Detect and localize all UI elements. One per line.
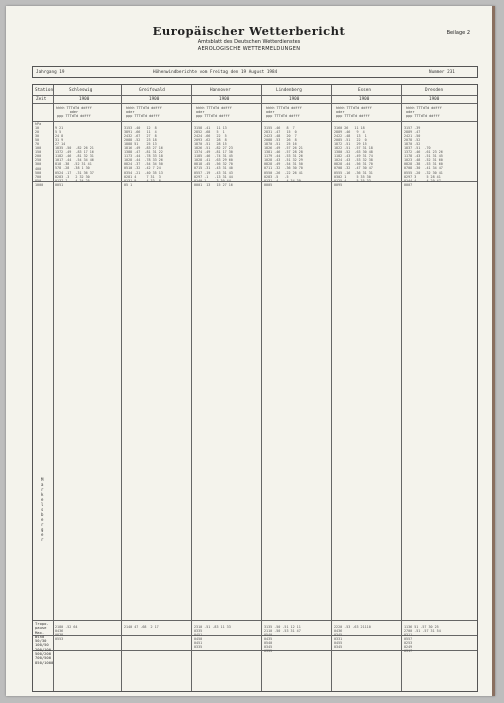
side-letter: r [41, 522, 44, 527]
table-cell: 0051 [55, 182, 64, 187]
column-subheader: hhhh TTTdTd ddfff oder ppp TTTdTd ddfff [336, 106, 372, 119]
table-cell: 0828 -44 -56 31 70 [334, 162, 373, 167]
table-cell: 1870 -51 28 15 [194, 142, 227, 147]
column-subheader: hhhh TTTdTd ddfff oder ppp TTTdTd ddfff [406, 106, 442, 119]
table-cell: 2093 -62 28 8 [194, 138, 227, 143]
table-cell: 1028 -41 -63 29 60 [194, 158, 233, 163]
column-divider [331, 85, 332, 691]
table-cell: 0140 1 3 30 44 [194, 178, 231, 183]
pressure-level: 50 [35, 138, 40, 143]
table-cell: 1178 -43 -51 31 45 [404, 154, 443, 159]
data-column-hannover [194, 126, 233, 187]
row-divider [33, 103, 477, 104]
section-title: AEROLOGISCHE WETTERMELDUNGEN [197, 46, 301, 52]
data-column-greifswald [124, 126, 163, 187]
table-cell: 9 21 [55, 126, 64, 130]
pressure-level: 250 [35, 158, 42, 163]
table-cell: 0828 -49 -54 31 50 [264, 162, 303, 167]
table-cell: 1835 -50 -82 26 21 [55, 146, 94, 151]
table-cell: 1816 -49 -83 27 16 [124, 146, 163, 151]
table-cell: 0249 [404, 645, 413, 650]
table-cell: 0297 -1 -13 31 44 [194, 174, 233, 179]
table-cell: 2078 -52 [404, 138, 421, 143]
table-cell: 0451 [194, 633, 203, 638]
table-cell: 0283 -5 -5 [264, 174, 289, 179]
table-cell: 0131 9 4 33 8 [124, 178, 161, 183]
aerological-table [32, 84, 478, 692]
table-cell: 2432 -67 27 8 [124, 134, 157, 139]
jahrgang-label: Jahrgang 19 [36, 69, 65, 75]
side-letter: e [41, 532, 44, 537]
table-cell: 0553 [55, 637, 64, 642]
table-cell: 0335 [194, 629, 203, 634]
obs-time: 1900 [289, 97, 300, 102]
bottom-column-dresden [404, 625, 441, 653]
column-divider [121, 85, 122, 691]
side-letter: a [41, 482, 44, 487]
table-cell: 1173 -44 -78 33 18 [124, 154, 163, 159]
page-title: Europäischer Wetterbericht [152, 24, 346, 38]
pressure-level: 20 [35, 130, 40, 135]
lower-row-label: Max. [35, 629, 45, 635]
table-cell: 818 -38 -52 31 41 [55, 162, 92, 167]
row-divider [33, 121, 477, 122]
table-cell: 0095 [334, 182, 343, 187]
pressure-level: 70 [35, 142, 40, 147]
table-cell: 0524 -17 -31 36 37 [55, 170, 94, 175]
station-name: Lindenberg [276, 88, 302, 93]
page-binding [492, 6, 495, 696]
table-cell: 0345 [334, 645, 343, 650]
table-cell: 0715 -31 -43 31 40 [194, 166, 233, 171]
table-cell: 1826 -49 -57 26 21 [264, 146, 303, 151]
side-label [41, 477, 43, 542]
table-cell: 0001 13 15 27 16 [194, 182, 233, 187]
lower-row-label: pause [35, 625, 47, 631]
table-cell: 0557 -19 -43 31 43 [194, 170, 233, 175]
table-cell: 0005 [264, 182, 273, 187]
column-divider [401, 85, 402, 691]
side-letter: M [41, 477, 44, 482]
table-cell: 0455 [334, 641, 343, 646]
newspaper-page [6, 6, 495, 696]
table-cell: 2831 -47 15 0 [264, 130, 297, 135]
table-cell: 2424 -66 22 5 [194, 134, 227, 139]
lower-row-label: 700/500 [35, 655, 52, 661]
lower-row-label: 850/1000 [35, 659, 54, 665]
table-cell: 1028 -43 -51 32 29 [264, 158, 303, 163]
table-cell: 1374 -49 -81 17 30 [194, 150, 233, 155]
table-cell: 1822 -51 -57 31 18 [334, 146, 373, 151]
side-letter: r [41, 537, 44, 542]
table-cell: 1870 -51 25 16 [264, 142, 297, 147]
table-cell: 1837 -51 -70 [404, 146, 431, 151]
pressure-level: 300 [35, 162, 42, 167]
pressure-level: 200 [35, 154, 42, 159]
column-subheader: hhhh TTTdTd ddfff oder ppp TTTdTd ddfff [196, 106, 232, 119]
table-cell: 2088 -52 23 18 [124, 138, 157, 143]
table-cell: 0818 -45 -56 32 70 [194, 162, 233, 167]
table-cell: 2700 -51 -57 31 54 [404, 629, 441, 634]
beilage-label: Beilage 2 [446, 30, 470, 36]
column-subheader: hhhh TTTdTd ddfff oder ppp TTTdTd ddfff [126, 106, 162, 119]
table-cell: 24 8 [55, 134, 64, 139]
side-letter: e [41, 497, 44, 502]
pressure-level: 10 [35, 126, 40, 131]
table-cell: 578 -28 -38 1 30 [55, 166, 90, 171]
bottom-column-greifswald [124, 625, 159, 629]
station-name: Greifswald [139, 88, 165, 93]
pressure-level: 500 [35, 170, 42, 175]
table-cell: 0281 4 7 31 3 [124, 174, 161, 179]
pressure-level: 400 [35, 166, 42, 171]
table-cell: 1182 -43 -49 31 74 [334, 154, 373, 159]
table-cell: 1024 -43 -53 32 38 [334, 158, 373, 163]
table-cell: 0824 -37 -54 34 50 [124, 162, 163, 167]
table-cell: 0302 1 5 35 30 [334, 174, 371, 179]
side-letter: r [41, 487, 44, 492]
station-name: Hannover [210, 88, 231, 93]
station-name: Essen [358, 88, 371, 93]
pressure-level: 100 [35, 146, 42, 151]
data-column-dresden [404, 126, 443, 187]
report-description: Höhenwindberichte vom Freitag den 19 August 1984 [153, 69, 278, 75]
lower-row-label: 100/50 [35, 642, 49, 648]
table-cell: 0708 -30 -41 34 47 [404, 166, 443, 171]
table-cell: 0317 [404, 649, 413, 654]
table-cell: 27 14 [55, 142, 66, 147]
table-cell: 1179 -44 -53 31 26 [264, 154, 303, 159]
table-cell: 3155 -46 8 7 [264, 126, 295, 130]
table-cell: 0345 [334, 633, 343, 638]
table-cell: 2088 -53 26 8 [264, 138, 297, 143]
lower-row-label: 500/200 [35, 651, 52, 657]
table-cell: 0435 [264, 637, 273, 642]
table-cell: 0283 -3 2 32 30 [55, 174, 90, 179]
table-cell: 3891 -66 11 4 [124, 130, 157, 135]
side-letter: e [41, 517, 44, 522]
issue-number: Nummer 231 [429, 69, 455, 75]
info-bar [32, 66, 478, 78]
side-letter: b [41, 512, 44, 517]
data-column-lindenberg [264, 126, 303, 187]
table-cell: 1372 -49 -83 17 16 [55, 150, 94, 155]
side-letter: l [41, 502, 44, 507]
table-cell: 3153 -40 12 8 [124, 126, 157, 130]
station-name: Dresden [425, 88, 444, 93]
table-cell: 0355 [264, 649, 273, 654]
data-column-schleswig [55, 126, 94, 187]
pressure-level: hPa [35, 122, 42, 126]
table-cell: 0335 [194, 645, 203, 650]
row-divider [33, 95, 477, 96]
table-cell: 2180 -52 64 [55, 625, 78, 629]
table-cell: 0711 -32 -36 30 70 [264, 166, 303, 171]
table-cell: 0253 [404, 641, 413, 646]
table-cell: 2140 47 -68 2 17 [124, 625, 159, 629]
column-divider [53, 85, 54, 691]
table-cell: 3157 -39 [404, 126, 421, 130]
table-cell: 0311 [404, 633, 413, 638]
table-cell: 0125 4 5 35 33 [334, 178, 371, 183]
table-cell: 05 1 [124, 182, 133, 187]
table-cell: 0828 -38 -53 31 60 [404, 162, 443, 167]
table-cell: 1888 51 25 13 [124, 142, 157, 147]
table-cell: 2085 -51 22 0 [334, 138, 367, 143]
table-cell: 2889 -47 [404, 130, 421, 135]
lower-row-labels [35, 622, 53, 665]
table-cell: 1185 -46 -74 31 45 [194, 154, 233, 159]
row-divider [33, 620, 477, 621]
table-cell: 0450 [194, 637, 203, 642]
table-cell: 2889 -46 9 4 [334, 130, 365, 135]
table-cell: 0540 [264, 641, 273, 646]
table-cell: 1826 -51 -82 27 23 [194, 146, 233, 151]
pressure-level: 30 [35, 134, 40, 139]
lower-row-label: Wind [35, 633, 45, 639]
table-cell: 1136 51 -57 30 25 [404, 625, 439, 629]
bottom-column-hannover [194, 625, 231, 649]
bottom-column-lindenberg [264, 625, 301, 653]
table-cell: 2220 -53 -63 21110 [334, 625, 371, 629]
column-subheader: hhhh TTTdTd ddfff oder ppp TTTdTd ddfff [266, 106, 302, 119]
table-cell: 3135 -50 -51 12 11 [264, 625, 301, 629]
table-cell: 0131 4 4 34 39 [264, 178, 301, 183]
column-divider [261, 85, 262, 691]
pressure-level: 850 [35, 178, 42, 183]
side-letter: s [41, 507, 44, 512]
table-cell: 0436 [55, 629, 64, 634]
data-column-essen [334, 126, 373, 187]
bottom-column-schleswig [55, 625, 77, 641]
table-cell: 3158 -41 11 13 [194, 126, 227, 130]
table-cell: 0540 [264, 633, 273, 638]
bottom-column-essen [334, 625, 371, 649]
table-cell: 31 9 [55, 138, 64, 143]
pressure-level: 700 [35, 174, 42, 179]
table-cell: 2310 -51 -83 11 33 [194, 625, 231, 629]
side-letter: g [41, 527, 44, 532]
lower-row-label: 50/30 [35, 638, 47, 644]
table-cell: 0555 -20 -32 30 41 [404, 170, 443, 175]
table-cell: 2421 -50 [404, 134, 421, 139]
table-cell: 2110 -50 -53 31 47 [264, 629, 301, 634]
table-cell: 0144 4 4 29 47 [404, 178, 441, 183]
table-cell: 1023 -48 -52 31 60 [404, 158, 443, 163]
table-cell: 0557 [404, 637, 413, 642]
station-label: Station [35, 88, 54, 93]
table-cell: 1870 -52 [404, 142, 421, 147]
table-cell: 0354 -21 -40 35 13 [124, 170, 163, 175]
table-cell: 3160 26 11 18 [334, 126, 365, 130]
table-cell: 1017 -44 -54 34 46 [55, 158, 94, 163]
station-name: Schleswig [69, 88, 93, 93]
time-label: Zeit [36, 97, 47, 102]
obs-time: 1900 [149, 97, 160, 102]
table-cell: 0550 -26 -22 26 41 [264, 170, 303, 175]
table-cell: 5 5 [55, 130, 62, 135]
table-cell: 0137 7 4 34 25 [55, 178, 90, 183]
table-cell: 1388 -47 -81 31 22 [124, 150, 163, 155]
table-cell: 2422 -48 13 1 [334, 134, 367, 139]
obs-time: 1900 [219, 97, 230, 102]
table-cell: 0436 [334, 629, 343, 634]
pressure-level: 1000 [35, 182, 44, 187]
table-cell: 0007 [404, 182, 413, 187]
obs-time: 1900 [429, 97, 440, 102]
table-cell: 0838 [55, 633, 64, 638]
pressure-levels [35, 122, 43, 187]
table-cell: 0451 [194, 641, 203, 646]
table-cell: 0708 -32 -47 30 47 [334, 166, 373, 171]
table-cell: 0510 -32 -42 7 24 [124, 166, 161, 171]
table-cell: 0297 3 5 28 41 [404, 174, 441, 179]
column-divider [191, 85, 192, 691]
table-cell: 1381 -46 -57 28 28 [264, 150, 303, 155]
pressure-level: 150 [35, 150, 42, 155]
lower-row-label: 200/100 [35, 646, 52, 652]
page-subtitle: Amtsblatt des Deutschen Wetterdienstes [197, 39, 301, 45]
table-cell: 2852 -68 5 1 [194, 130, 225, 135]
table-cell: 1182 -46 -81 32 31 [55, 154, 94, 159]
table-cell: 0331 [334, 637, 343, 642]
column-subheader: hhhh TTTdTd ddfff oder ppp TTTdTd ddfff [56, 106, 92, 119]
table-cell: 1872 -51 29 15 [334, 142, 367, 147]
table-cell: 2423 -48 20 7 [264, 134, 297, 139]
table-cell: 0345 [264, 645, 273, 650]
table-cell: 1380 -52 -63 30 48 [334, 150, 373, 155]
lower-row-label: Tropo- [35, 621, 49, 626]
table-cell: 0555 -16 -36 31 31 [334, 170, 373, 175]
table-cell: 1028 -44 -78 33 26 [124, 158, 163, 163]
obs-time: 1900 [79, 97, 90, 102]
side-letter: k [41, 492, 44, 497]
obs-time: 1900 [359, 97, 370, 102]
table-cell: 1372 -46 -61 23 26 [404, 150, 443, 155]
